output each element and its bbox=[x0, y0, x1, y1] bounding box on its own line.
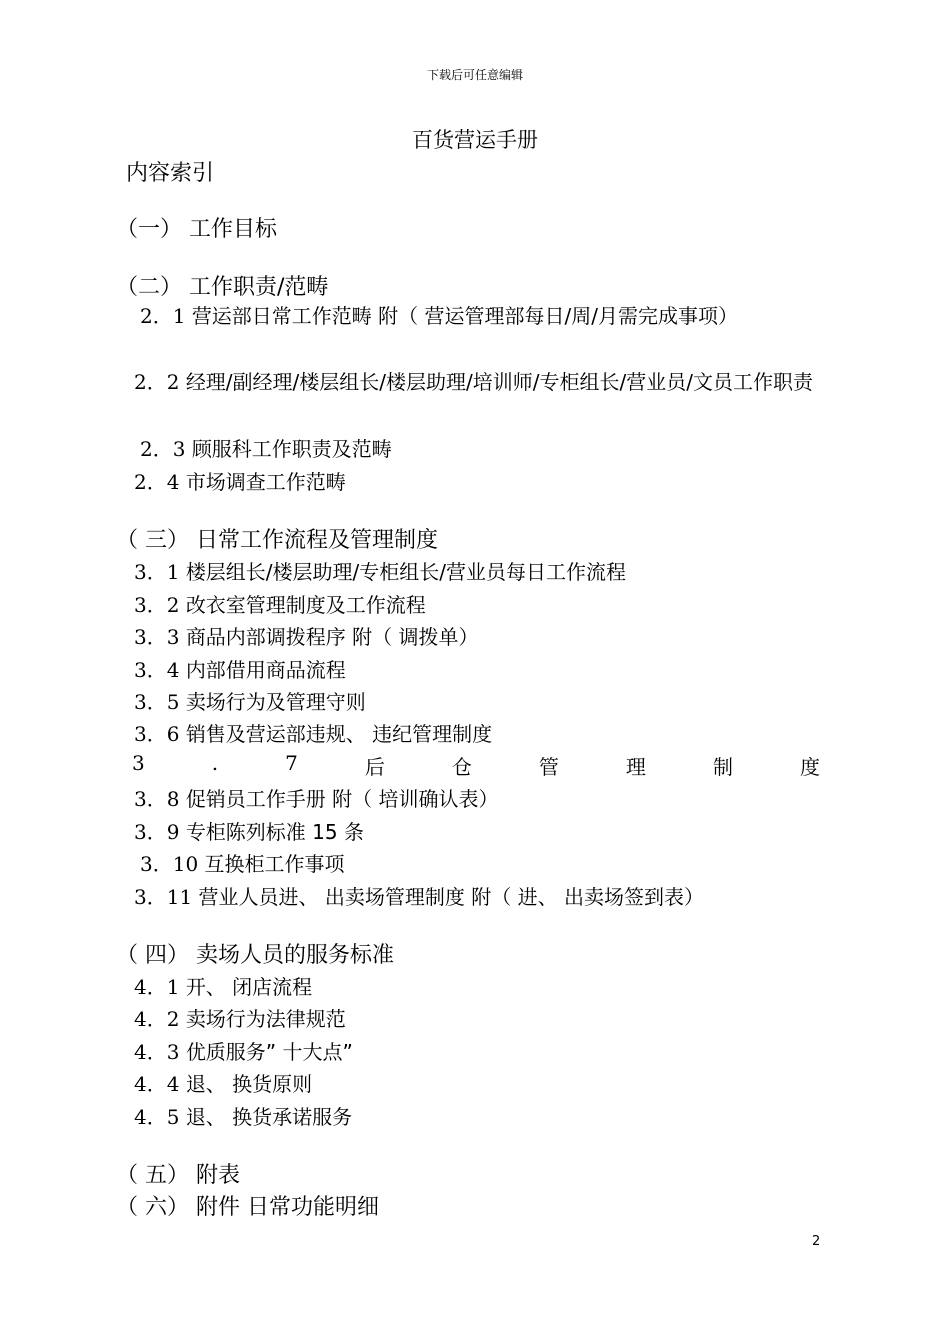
toc-item bbox=[134, 1003, 346, 1032]
item-number: 4．5 bbox=[134, 1105, 180, 1129]
section-5-heading: （ 五） 附表 bbox=[116, 1163, 240, 1188]
item-part: . bbox=[211, 751, 219, 775]
item-number: 4．2 bbox=[134, 1007, 180, 1031]
toc-item bbox=[134, 589, 426, 618]
item-number: 3．5 bbox=[134, 690, 180, 714]
item-part: 理 bbox=[625, 755, 646, 779]
item-text: 经理/副经理/楼层组长/楼层助理/培训师/专柜组长/营业员/文员工作职责 bbox=[185, 370, 813, 394]
item-part: 3 bbox=[132, 751, 145, 775]
item-text: 改衣室管理制度及工作流程 bbox=[185, 593, 426, 617]
item-text: 市场调查工作范畴 bbox=[185, 470, 346, 494]
item-text: 专柜陈列标准 15 条 bbox=[185, 820, 364, 844]
item-number: 2．4 bbox=[134, 470, 180, 494]
item-number: 3．6 bbox=[134, 722, 180, 746]
toc-item bbox=[134, 466, 346, 495]
item-number: 3．4 bbox=[134, 658, 180, 682]
toc-item bbox=[134, 1068, 312, 1097]
section-2-heading: （二） 工作职责/范畴 bbox=[116, 275, 329, 300]
item-number: 4．3 bbox=[134, 1040, 180, 1064]
item-text: 优质服务” 十大点” bbox=[185, 1040, 353, 1064]
item-text: 商品内部调拨程序 附（ 调拨单） bbox=[185, 625, 479, 649]
item-number: 2．3 bbox=[140, 437, 186, 461]
item-text: 开、 闭店流程 bbox=[185, 975, 313, 999]
item-number: 3．11 bbox=[134, 885, 193, 909]
toc-item bbox=[134, 816, 364, 845]
item-number: 3．10 bbox=[140, 852, 199, 876]
item-text: 顾服科工作职责及范畴 bbox=[191, 437, 392, 461]
section-4-heading: （ 四） 卖场人员的服务标准 bbox=[116, 943, 394, 968]
item-number: 4．4 bbox=[134, 1072, 180, 1096]
toc-item bbox=[116, 366, 826, 399]
item-number: 2．2 bbox=[134, 370, 180, 394]
toc-item bbox=[134, 971, 312, 1000]
document-title: 百货营运手册 bbox=[412, 128, 538, 152]
item-part: 管 bbox=[538, 755, 559, 779]
item-part: 度 bbox=[799, 755, 820, 779]
item-number: 3．1 bbox=[134, 560, 180, 584]
item-number: 2．1 bbox=[140, 304, 186, 328]
item-number: 3．8 bbox=[134, 787, 180, 811]
item-text: 退、 换货承诺服务 bbox=[185, 1105, 353, 1129]
page-number: 2 bbox=[812, 1234, 821, 1249]
item-text: 卖场行为及管理守则 bbox=[185, 690, 366, 714]
item-number: 3．3 bbox=[134, 625, 180, 649]
item-number: 3．9 bbox=[134, 820, 180, 844]
item-text: 卖场行为法律规范 bbox=[185, 1007, 346, 1031]
toc-item bbox=[134, 881, 704, 910]
item-number: 3．2 bbox=[134, 593, 180, 617]
toc-item bbox=[116, 300, 826, 333]
toc-title: 内容索引 bbox=[126, 161, 215, 186]
header-note: 下载后可任意编辑 bbox=[426, 68, 523, 82]
toc-item bbox=[134, 1036, 353, 1065]
item-text: 退、 换货原则 bbox=[185, 1072, 313, 1096]
item-text: 楼层组长/楼层助理/专柜组长/营业员每日工作流程 bbox=[185, 560, 627, 584]
toc-item bbox=[134, 621, 479, 650]
item-part: 后 bbox=[364, 755, 385, 779]
section-6-heading: （ 六） 附件 日常功能明细 bbox=[116, 1195, 379, 1220]
toc-item-justified bbox=[132, 751, 820, 780]
item-part: 仓 bbox=[451, 755, 472, 779]
toc-item bbox=[134, 556, 626, 585]
item-text: 促销员工作手册 附（ 培训确认表） bbox=[185, 787, 499, 811]
item-text: 销售及营运部违规、 违纪管理制度 bbox=[185, 722, 493, 746]
toc-item bbox=[134, 718, 492, 747]
toc-item bbox=[140, 433, 392, 462]
toc-item bbox=[134, 654, 346, 683]
item-text: 营运部日常工作范畴 附（ 营运管理部每日/周/月需完成事项） bbox=[191, 304, 739, 328]
toc-item bbox=[134, 783, 499, 812]
toc-item bbox=[140, 848, 345, 877]
item-part: 7 bbox=[285, 751, 298, 775]
item-text: 内部借用商品流程 bbox=[185, 658, 346, 682]
item-number: 4．1 bbox=[134, 975, 180, 999]
item-text: 营业人员进、 出卖场管理制度 附（ 进、 出卖场签到表） bbox=[198, 885, 704, 909]
item-part: 制 bbox=[712, 755, 733, 779]
toc-item bbox=[134, 686, 366, 715]
section-3-heading: （ 三） 日常工作流程及管理制度 bbox=[116, 528, 438, 553]
section-1-heading: （一） 工作目标 bbox=[116, 217, 277, 242]
toc-item bbox=[134, 1101, 352, 1130]
item-text: 互换柜工作事项 bbox=[204, 852, 345, 876]
